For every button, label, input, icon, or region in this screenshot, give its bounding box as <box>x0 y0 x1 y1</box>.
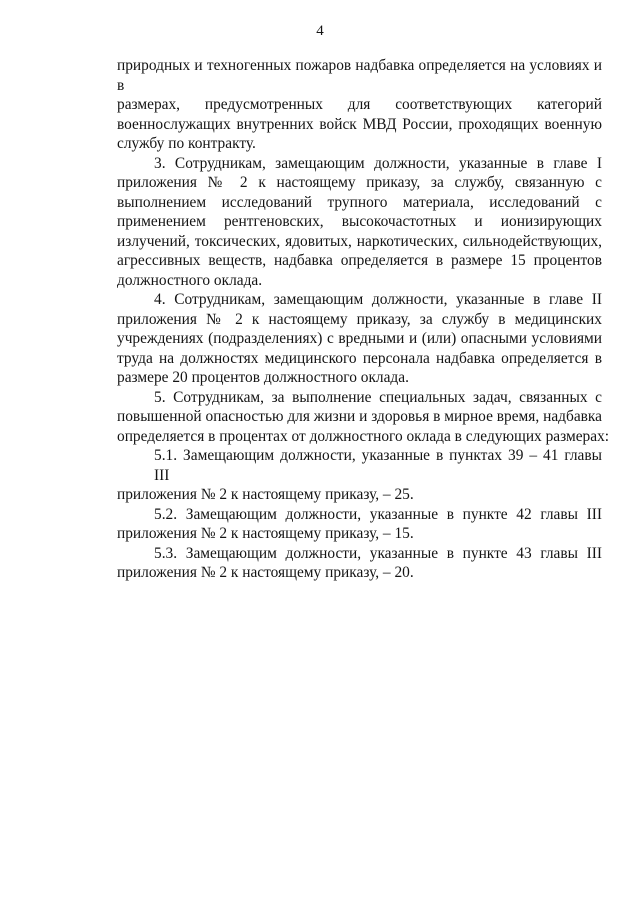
text-line: 3. Сотрудникам, замещающим должности, указанные в главе I <box>154 154 602 172</box>
text-line: 5. Сотрудникам, за выполнение специальных задач, связанных с <box>154 388 602 406</box>
document-body <box>117 56 610 583</box>
text-line: выполнением исследований трупного материала, исследований с <box>117 193 602 211</box>
text-line: 5.2. Замещающим должности, указанные в пункте 42 главы III <box>154 505 602 523</box>
text-line: приложения № 2 к настоящему приказу, – 25. <box>117 486 414 503</box>
paragraph-item-3 <box>117 154 602 291</box>
text-line: труда на должностях медицинского персонала надбавка определяется в <box>117 349 602 367</box>
text-line: 5.3. Замещающим должности, указанные в пункте 43 главы III <box>154 544 602 562</box>
text-line: 5.1. Замещающим должности, указанные в пунктах 39 – 41 главы III <box>154 447 602 484</box>
text-line: повышенной опасностью для жизни и здоровья в мирное время, надбавка <box>117 408 602 425</box>
text-line: должностного оклада. <box>117 271 263 289</box>
paragraph-item-5 <box>117 388 610 447</box>
text-line: агрессивных веществ, надбавка определяется в размере 15 процентов <box>117 252 602 269</box>
text-line: применением рентгеновских, высокочастотных и ионизирующих <box>117 213 602 230</box>
text-line: приложения № 2 к настоящему приказу, – 20. <box>117 564 414 581</box>
text-line: приложения № 2 к настоящему приказу, за службу в медицинских <box>117 310 602 328</box>
text-line: определяется в процентах от должностного оклада в следующих размерах: <box>117 427 610 445</box>
text-line: военнослужащих внутренних войск МВД России, проходящих военную <box>117 115 602 133</box>
text-line: приложения № 2 к настоящему приказу, – 15. <box>117 525 414 542</box>
text-line: службу по контракту. <box>117 135 256 152</box>
text-line: размерах, предусмотренных для соответствующих категорий <box>117 96 602 113</box>
text-line: 4. Сотрудникам, замещающим должности, указанные в главе II <box>154 291 602 308</box>
paragraph-item-5-3 <box>117 544 602 583</box>
text-line: учреждениях (подразделениях) с вредными и (или) опасными условиями <box>117 330 602 347</box>
paragraph-continuation <box>117 56 602 154</box>
page-number: 4 <box>316 23 324 39</box>
text-line: приложения № 2 к настоящему приказу, за службу, связанную с <box>117 174 602 191</box>
paragraph-item-5-1 <box>117 446 602 505</box>
text-line: природных и техногенных пожаров надбавка определяется на условиях и в <box>117 57 602 94</box>
text-line: размере 20 процентов должностного оклада. <box>117 369 409 386</box>
paragraph-item-4 <box>117 290 602 388</box>
text-line: излучений, токсических, ядовитых, наркотических, сильнодействующих, <box>117 232 602 250</box>
paragraph-item-5-2 <box>117 505 602 544</box>
